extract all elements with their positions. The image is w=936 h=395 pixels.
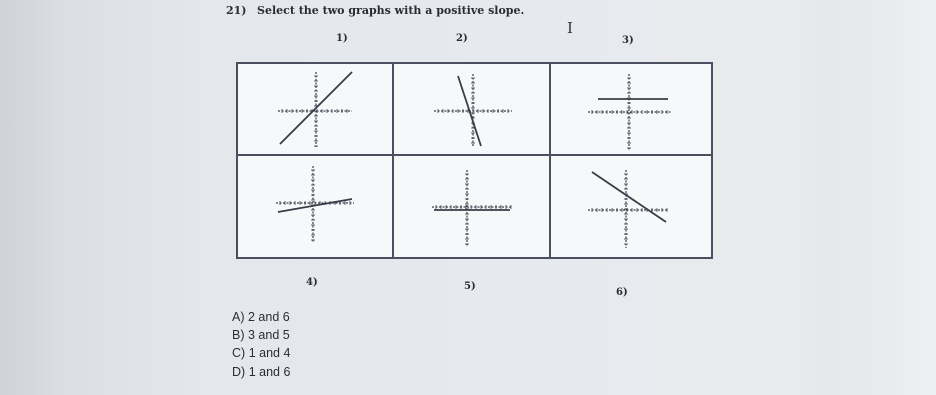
question-text: Select the two graphs with a positive slope. — [257, 4, 525, 17]
choice-letter: A) — [232, 310, 245, 324]
choice-text: 2 and 6 — [247, 310, 290, 324]
answer-choice-a[interactable] — [232, 310, 290, 324]
choice-text: 3 and 5 — [247, 328, 290, 342]
graph-label-6: 6) — [616, 287, 628, 298]
grid-frame — [237, 63, 712, 258]
graph-label-4: 4) — [306, 277, 318, 288]
choice-letter: C) — [232, 346, 246, 360]
answer-choice-b[interactable] — [232, 328, 290, 342]
question-number: 21) — [226, 4, 247, 17]
answer-choice-c[interactable] — [232, 346, 290, 360]
text-cursor-icon: I — [567, 19, 573, 37]
choice-text: 1 and 4 — [248, 346, 291, 360]
page-glare-right — [826, 0, 936, 395]
page-shadow-left — [0, 0, 60, 395]
answer-choice-d[interactable] — [232, 365, 290, 379]
graph-label-2: 2) — [456, 33, 468, 44]
choice-letter: D) — [232, 365, 246, 379]
choice-letter: B) — [232, 328, 245, 342]
graphs-grid — [236, 62, 713, 259]
graph-label-3: 3) — [622, 35, 634, 46]
choice-text: 1 and 6 — [248, 365, 291, 379]
graphs-grid-svg — [236, 62, 713, 259]
graph-label-1: 1) — [336, 33, 348, 44]
graph-label-5: 5) — [464, 281, 476, 292]
